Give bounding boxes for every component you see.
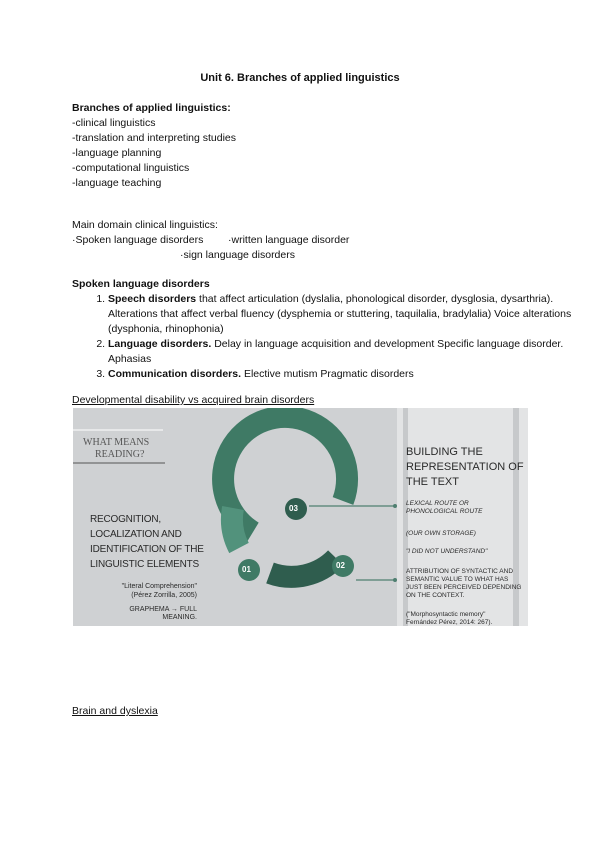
spoken-heading: Spoken language disorders (72, 278, 210, 290)
left-heading-line: LOCALIZATION AND (90, 529, 182, 540)
understand-text: "I DID NOT UNDERSTAND" (406, 548, 488, 555)
node-01-label: 01 (242, 565, 251, 574)
literal-text: "Literal Comprehension" (121, 583, 197, 590)
branch-item: -clinical linguistics (72, 117, 156, 129)
meaning-text: MEANING. (162, 614, 197, 621)
storage-text: (OUR OWN STORAGE) (406, 530, 476, 537)
cycle-arc-left (232, 508, 239, 548)
left-heading-line: LINGUISTIC ELEMENTS (90, 559, 199, 570)
morpho-text: ("Morphosyntactic memory" (406, 611, 486, 618)
list-item-text: Delay in language acquisition and development Specific language disorder. Aphasias (108, 338, 564, 365)
what-means-text: WHAT MEANS (83, 437, 150, 448)
left-heading-line: IDENTIFICATION OF THE (90, 544, 204, 555)
list-item-bold: Language disorders. (108, 338, 212, 350)
grapheme-text: GRAPHEMA → FULL (129, 606, 197, 613)
connector-dot (393, 578, 397, 582)
list-item (108, 292, 578, 337)
right-heading-line: THE TEXT (406, 476, 459, 488)
domain-item-sign: ·sign language disorders (180, 249, 295, 261)
list-item (108, 337, 578, 367)
node-03-label: 03 (289, 504, 298, 513)
list-item-text: that affect articulation (dyslalia, phonological disorder, dysglosia, dysarthria). Alterations that affect verbal fluency (dysphemia or stuttering, taquilalia, bradylalia) Voice alterations (dysphonia, rhinophonia) (108, 293, 572, 335)
branch-item: -language teaching (72, 177, 162, 189)
literal-ref: (Pérez Zorrilla, 2005) (131, 592, 197, 599)
reading-figure (73, 408, 528, 626)
right-heading-line: REPRESENTATION OF (406, 461, 524, 473)
branch-item: -language planning (72, 147, 162, 159)
connector-dot (393, 504, 397, 508)
phonological-text: PHONOLOGICAL ROUTE (406, 508, 483, 515)
attribution-line: SEMANTIC VALUE TO WHAT HAS (406, 576, 509, 583)
list-item-text: Elective mutism Pragmatic disorders (241, 368, 414, 380)
reading-text: READING? (95, 449, 145, 460)
domain-item-written: ·written language disorder (228, 234, 350, 246)
attribution-line: ATTRIBUTION OF SYNTACTIC AND (406, 568, 514, 575)
developmental-link[interactable]: Developmental disability vs acquired brain disorders (72, 394, 315, 406)
branch-item: -translation and interpreting studies (72, 132, 237, 144)
page-title: Unit 6. Branches of applied linguistics (200, 72, 400, 84)
left-heading-line: RECOGNITION, (90, 514, 161, 525)
list-item (108, 367, 578, 382)
lexical-text: LEXICAL ROUTE OR (406, 500, 469, 507)
attribution-line: JUST BEEN PERCEIVED DEPENDING (406, 584, 522, 591)
right-heading-line: BUILDING THE (406, 446, 483, 458)
disorders-list (72, 292, 578, 382)
domain-item-spoken: ·Spoken language disorders (72, 234, 204, 246)
attribution-line: ON THE CONTEXT. (406, 592, 465, 599)
list-item-bold: Speech disorders (108, 293, 197, 305)
branch-item: -computational linguistics (72, 162, 190, 174)
morpho-ref: Fernández Pérez, 2014: 267). (406, 619, 493, 626)
list-item-bold: Communication disorders. (108, 368, 242, 380)
node-02-label: 02 (336, 561, 345, 570)
domain-label: Main domain clinical linguistics: (72, 219, 218, 231)
brain-dyslexia-link[interactable]: Brain and dyslexia (72, 705, 158, 717)
branches-heading: Branches of applied linguistics: (72, 102, 231, 114)
panel-stripe (513, 408, 519, 626)
